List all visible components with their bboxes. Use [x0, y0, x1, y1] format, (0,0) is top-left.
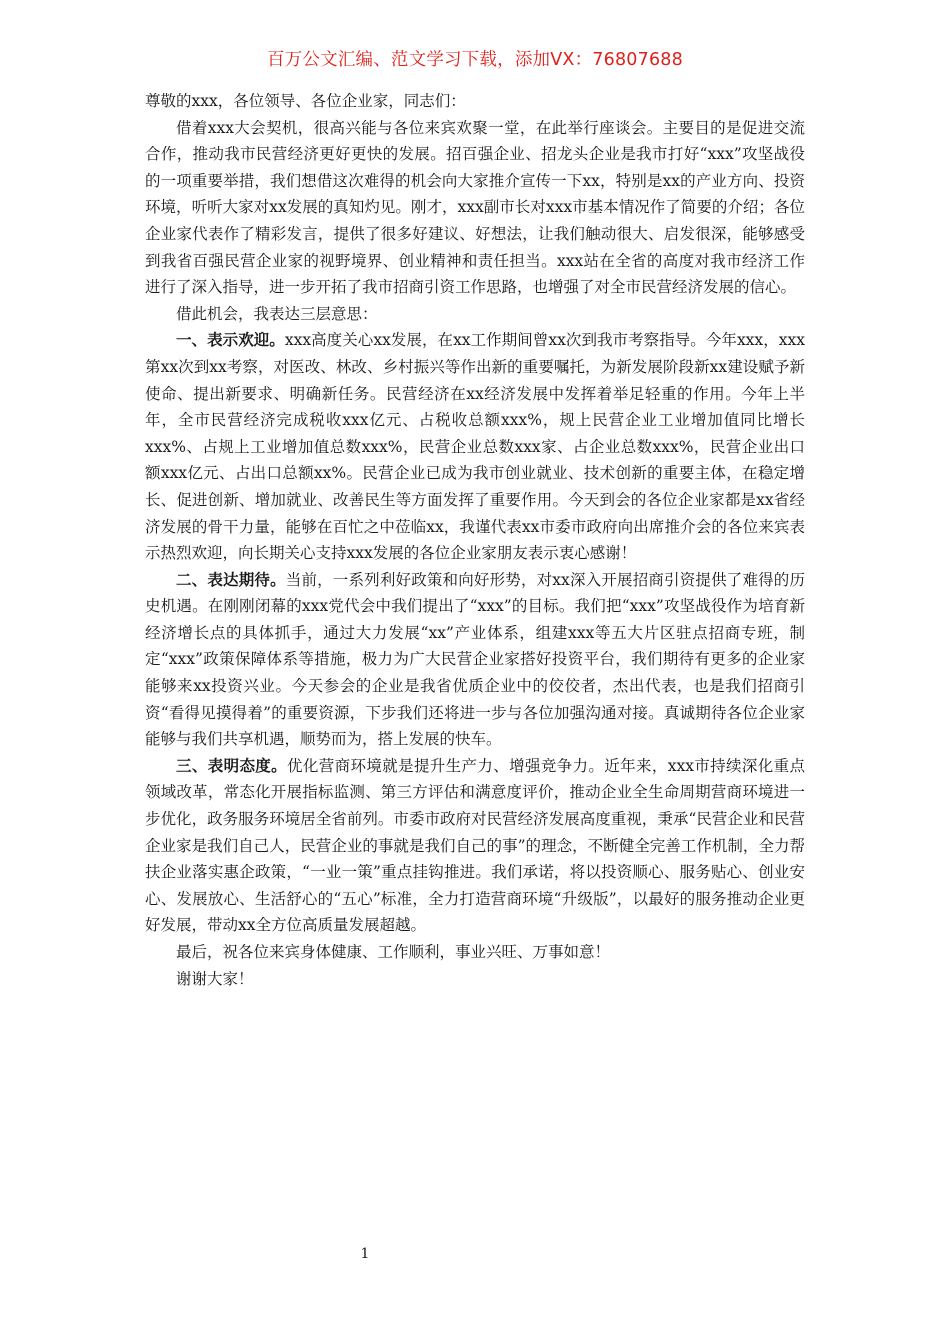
paragraph-welcome — [145, 327, 805, 566]
paragraph-closing-wish: 最后，祝各位来宾身体健康、工作顺利，事业兴旺、万事如意！ — [176, 943, 611, 961]
paragraph-transition: 借此机会，我表达三层意思： — [176, 304, 378, 323]
section-text-attitude: 优化营商环境就是提升生产力、增强竞争力。近年来，xxx市持续深化重点领域改革，常态化开展指标监测、第三方评估和满意度评价，推动企业全生命周期营商环境进一步优化，政务服务环境居全省前列。市委市政府对民营经济发展高度重视，秉承“民营企业和民营企业家是我们自己人，民营企业的事就是我们自己的事”的理念，不断健全完善工作机制，全力帮扶企业落实惠企政策，“一业一策”重点挂钩推进。我们承诺，将以投资顺心、服务贴心、创业安心、发展放心、生活舒心的“五心”标准，全力打造营商环境“升级版”，以最好的服务推动企业更好发展，带动xx全方位高质量发展超越。 — [145, 756, 805, 935]
section-text-welcome: xxx高度关心xx发展，在xx工作期间曾xx次到我市考察指导。今年xxx，xxx第xx次到xx考察，对医改、林改、乡村振兴等作出新的重要嘱托，为新发展阶段新xx建设赋予新使命、提出新要求、明确新任务。民营经济在xx经济发展中发挥着举足轻重的作用。今年上半年，全市民营经济完成税收xxx亿元、占税收总额xxx%，规上民营企业工业增加值同比增长xxx%、占规上工业增加值总数xxx%，民营企业总数xxx家、占企业总数xxx%，民营企业出口额xxx亿元、占出口总额xx%。民营企业已成为我市创业就业、技术创新的重要主体，在稳定增长、促进创新、增加就业、改善民生等方面发挥了重要作用。今天到会的各位企业家都是xx省经济发展的骨干力量，能够在百忙之中莅临xx，我谨代表xx市委市政府向出席推介会的各位来宾表示热烈欢迎，向长期关心支持xxx发展的各位企业家朋友表示衷心感谢！ — [145, 331, 805, 563]
salutation: 尊敬的xxx，各位领导、各位企业家，同志们： — [145, 92, 466, 110]
paragraph-thanks: 谢谢大家！ — [176, 969, 254, 988]
section-heading-welcome: 一、表示欢迎。 — [176, 330, 285, 350]
paragraph-expectation — [145, 567, 805, 753]
paragraph-attitude — [145, 753, 805, 939]
document-body — [145, 88, 805, 992]
watermark-banner: 百万公文汇编、范文学习下载，添加VX：76807688 — [267, 50, 683, 70]
paragraph-intro: 借着xxx大会契机，很高兴能与各位来宾欢聚一堂，在此举行座谈会。主要目的是促进交流合作，推动我市民营经济更好更快的发展。招百强企业、招龙头企业是我市打好“xxx”攻坚战役的一项重要举措，我们想借这次难得的机会向大家推介宣传一下xx，特别是xx的产业方向、投资环境，听听大家对xx发展的真知灼见。刚才，xxx副市长对xxx市基本情况作了简要的介绍；各位企业家代表作了精彩发言，提供了很多好建议、好想法，让我们触动很大、启发很深，能够感受到我省百强民营企业家的视野境界、创业精神和责任担当。xxx站在全省的高度对我市经济工作进行了深入指导，进一步开拓了我市招商引资工作思路，也增强了对全市民营经济发展的信心。 — [145, 118, 805, 297]
page-number: 1 — [360, 1246, 370, 1262]
section-heading-attitude: 三、表明态度。 — [176, 755, 288, 775]
section-text-expectation: 当前，一系列利好政策和向好形势，对xx深入开展招商引资提供了难得的历史机遇。在刚刚闭幕的xxx党代会中我们提出了“xxx”的目标。我们把“xxx”攻坚战役作为培育新经济增长点的具体抓手，通过大力发展“xx”产业体系，组建xxx等五大片区驻点招商专班，制定“xxx”政策保障体系等措施，极力为广大民营企业家搭好投资平台，我们期待有更多的企业家能够来xx投资兴业。今天参会的企业是我省优质企业中的佼佼者，杰出代表，也是我们招商引资“看得见摸得着”的重要资源，下步我们还将进一步与各位加强沟通对接。真诚期待各位企业家能够与我们共享机遇，顺势而为，搭上发展的快车。 — [145, 570, 805, 749]
section-heading-expectation: 二、表达期待。 — [176, 569, 286, 589]
